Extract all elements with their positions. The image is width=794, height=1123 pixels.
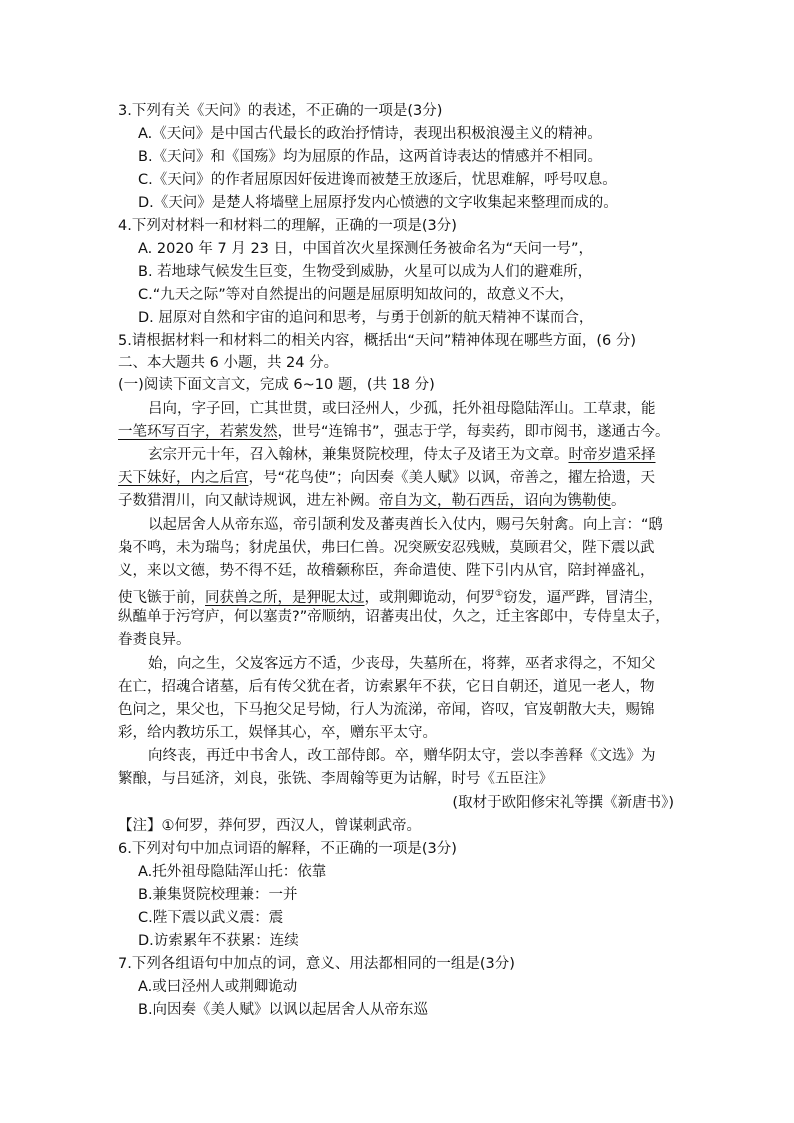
q3-stem: 3.下列有关《天问》的表述，不正确的一项是(3分) [118, 103, 443, 119]
q7-option-b: B.向因奏《美人赋》以讽以起居舍人从帝东巡 [138, 1002, 429, 1018]
passage-p3-line5: 纵醢单于污穹庐，何以塞责?”帝顺纳，诏蕃夷出仗，久之，迁主客郎中，专侍皇太子， [118, 609, 670, 625]
q4-option-a: A. 2020 年 7 月 23 日，中国首次火星探测任务被命名为“天问一号”， [138, 241, 594, 257]
text-segment: 使飞镞于前， [118, 589, 205, 606]
passage-p3-line6: 眷赉良异。 [118, 632, 191, 648]
q3-option-d: D.《天问》是楚人将墙壁上屈原抒发内心愤懑的文字收集起来整理而成的。 [138, 195, 618, 211]
q4-option-c: C.“九天之际”等对自然提出的问题是屈原明知故问的，故意义不大， [138, 287, 574, 303]
passage-p2-line2 [118, 467, 678, 489]
q6-option-a: A.托外祖母隐陆浑山托：依靠 [138, 864, 327, 880]
q7-stem: 7.下列各组语句中加点的词，意义、用法都相同的一组是(3分) [118, 956, 515, 972]
q6-stem: 6.下列对句中加点词语的解释，不正确的一项是(3分) [118, 841, 457, 857]
underlined-sentence: 时帝岁遣采择 [568, 447, 656, 463]
passage-p1-line1: 吕向，字子回，亡其世贯，或曰泾州人，少孤，托外祖母隐陆浑山。工草隶，能 [148, 401, 656, 417]
q3-option-a: A.《天问》是中国古代最长的政治抒情诗，表现出积极浪漫主义的精神。 [138, 126, 602, 142]
passage-p5-line1: 向终丧，再迁中书舍人，改工部侍郎。卒，赠华阴太守，尝以李善释《文选》为 [148, 748, 656, 764]
q4-option-d: D. 屈原对自然和宇宙的追问和思考，与勇于创新的航天精神不谋而合， [138, 310, 594, 326]
passage-p2-line3 [118, 490, 678, 512]
passage-source: (取材于欧阳修宋礼等撰《新唐书》) [452, 795, 674, 811]
footnote-marker: ① [495, 589, 504, 599]
text-segment: 子数猎渭川，向又献诗规讽，进左补阙。 [118, 493, 379, 509]
q4-option-b: B. 若地球气候发生巨变，生物受到威胁，火星可以成为人们的避难所， [138, 264, 593, 280]
text-segment: ，或荆卿诡动，何罗 [364, 589, 495, 606]
passage-p4-line1: 始，向之生，父岌客远方不适，少丧母，失墓所在，将葬，巫者求得之，不知父 [148, 656, 656, 672]
passage-p4-line2: 在亡，招魂合诸墓，后有传父犹在者，访索累年不获，它日自朝还，道见一老人，物 [118, 679, 655, 695]
q6-option-c: C.陛下震以武义震：震 [138, 910, 284, 926]
passage-p4-line3: 色问之，果父也，下马抱父足号恸，行人为流涕，帝闻，咨叹，官岌朝散大夫，赐锦 [118, 702, 655, 718]
q4-stem: 4.下列对材料一和材料二的理解，正确的一项是(3分) [118, 218, 457, 234]
q3-option-b: B.《天问》和《国殇》均为屈原的作品，这两首诗表达的情感并不相同。 [138, 149, 603, 165]
passage-p4-line4: 彩，给内教坊乐工，娱怿其心，卒，赠东平太守。 [118, 725, 437, 741]
passage-p3-line4 [118, 583, 678, 609]
passage-p3-line3: 义，来以文德，势不得不廷，故稽颡称臣，奔命遣使、陛下引内从官，陪封禅盛礼， [118, 563, 655, 579]
section2-title: 二、本大题共 6 小题，共 24 分。 [118, 355, 339, 371]
underlined-sentence: 帝自为文，勒石西岳，诏向为镌勒使 [379, 493, 611, 509]
q5-stem: 5.请根据材料一和材料二的相关内容，概括出“天问”精神体现在哪些方面，(6 分) [118, 333, 637, 349]
text-segment: 。 [611, 493, 626, 509]
text-segment: ，号“花鸟使”；向因奏《美人赋》以讽，帝善之，擢左拾遗，天 [248, 470, 656, 486]
text-segment: 窃发，逼严跸，冒清尘， [503, 589, 663, 606]
underlined-sentence: 一笔环写百字，若萦发然 [118, 424, 278, 440]
underlined-sentence: 天下妹好，内之后宫 [118, 470, 249, 486]
passage-p5-line2: 繁酿，与吕延济，刘良，张铣、李周翰等更为诂解，时号《五臣注》 [118, 771, 553, 787]
section2-subtitle: (一)阅读下面文言文，完成 6~10 题，(共 18 分) [118, 377, 435, 393]
passage-p1-line2 [118, 421, 678, 443]
q3-option-c: C.《天问》的作者屈原因奸佞进谗而被楚王放逐后，忧思难解，呼号叹息。 [138, 172, 617, 188]
footnote: 【注】①何罗，莽何罗，西汉人，曾谋刺武帝。 [118, 818, 421, 834]
q6-option-b: B.兼集贤院校理兼：一并 [138, 887, 298, 903]
passage-p3-line1: 以起居舍人从帝东巡，帝引颉利发及蕃夷酋长入仗内，赐弓矢射禽。向上言：“鸱 [148, 517, 664, 533]
underlined-sentence: 同获兽之所，是狎昵太过 [205, 589, 365, 606]
passage-p3-line2: 枭不鸣，未为瑞鸟；豺虎虽伏，弗曰仁兽。况突厥安忍残贼，莫顾君父，陛下震以武 [118, 540, 655, 556]
text-segment: ，世号“连锦书”，强志于学，每卖药，即市阅书，遂通古今。 [277, 424, 670, 440]
q6-option-d: D.访索累年不获累：连续 [138, 933, 299, 949]
text-segment: 玄宗开元十年，召入翰林，兼集贤院校理，侍太子及诸王为文章。 [148, 447, 569, 463]
passage-p2-line1 [148, 444, 708, 466]
q7-option-a: A.或曰泾州人或荆卿诡动 [138, 979, 298, 995]
